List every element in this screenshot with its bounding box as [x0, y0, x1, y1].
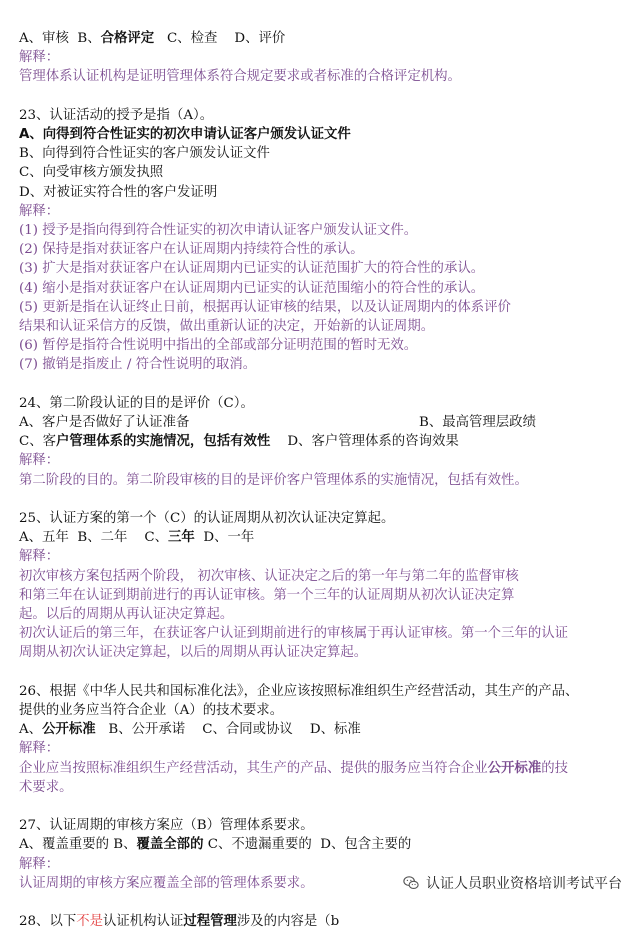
q23-explanation-line: 结果和认证采信方的反馈，做出重新认证的决定，开始新的认证周期。: [19, 319, 435, 335]
q25-explanation-line: 初次认证后的第三年，在获证客户认证到期前进行的审核属于再认证审核。第一个三年的认证: [19, 626, 569, 642]
q27-option-d: D、包含主要的: [320, 837, 412, 853]
q25-explanation-label: 解释：: [19, 549, 60, 565]
q28-stem: 28、以下不是认证机构认证过程管理涉及的内容是（b: [19, 914, 340, 930]
q24-options-row1: [19, 413, 631, 432]
q28-negation: 不是: [76, 914, 103, 930]
q23-option-c: C、向受审核方颁发执照: [19, 165, 164, 181]
q28-keyword: 过程管理: [183, 914, 237, 930]
q23-stem: 23、认证活动的授予是指（A）。: [19, 107, 214, 123]
q26-options: [19, 720, 631, 739]
q22-option-c: C、检查: [166, 31, 218, 46]
q25-options: [19, 528, 631, 547]
q26-option-a: A、公开标准: [19, 722, 96, 738]
q22-explanation: 管理体系认证机构是证明管理体系符合规定要求或者标准的合格评定机构。: [19, 69, 461, 85]
q22-explanation-label: 解释：: [19, 50, 60, 66]
q24-stem: 24、第二阶段认证的目的是评价（C）。: [19, 395, 254, 411]
q25-explanation-line: 初次审核方案包括两个阶段， 初次审核、认证决定之后的第一年与第二年的监督审核: [19, 568, 519, 584]
q25-explanation-line: 和第三年在认证到期前进行的再认证审核。第一个三年的认证周期从初次认证决定算: [19, 587, 515, 603]
q25-option-c: C、三年: [144, 530, 195, 546]
q27-option-b-answer: 覆盖全部的: [136, 837, 204, 853]
q27-options: [19, 835, 631, 854]
q26-explanation-highlight: 公开标准: [487, 760, 542, 776]
q23-explanation-line: (4) 缩小是指对获证客户在认证周期内已证实的认证范围缩小的符合性的承认。: [19, 280, 485, 296]
q26-explanation-cont: 术要求。: [19, 779, 73, 795]
q27-explanation-label: 解释：: [19, 856, 60, 872]
q22-option-a: A、审核: [19, 31, 69, 46]
watermark-text: 认证人员职业资格培训考试平台: [426, 876, 622, 892]
q23-explanation-line: (2) 保持是指对获证客户在认证周期内持续符合性的承认。: [19, 242, 364, 258]
q26-stem: 26、根据《中华人民共和国标准化法》，企业应该按照标准组织生产经营活动，其生产的产品、: [19, 683, 579, 699]
q22-option-d: D、评价: [234, 31, 286, 46]
q26-explanation: 企业应当按照标准组织生产经营活动，其生产的产品、提供的服务应当符合企业公开标准的技: [19, 760, 569, 776]
q23-explanation-line: (5) 更新是指在认证终止日前，根据再认证审核的结果，以及认证周期内的体系评价: [19, 299, 511, 315]
q25-option-b: B、二年: [77, 530, 128, 546]
document-body: [19, 29, 631, 931]
q26-explanation-label: 解释：: [19, 741, 60, 757]
q26-option-a-answer: 公开标准: [42, 722, 96, 738]
q27-option-a: A、覆盖重要的: [19, 837, 110, 853]
q23-option-a: A、向得到符合性证实的初次申请认证客户颁发认证文件: [19, 127, 351, 142]
q23-option-d: D、对被证实符合性的客户发证明: [19, 184, 218, 200]
q24-explanation-label: 解释：: [19, 453, 60, 469]
q27-stem: 27、认证周期的审核方案应（B）管理体系要求。: [19, 818, 314, 834]
q24-option-d: D、客户管理体系的咨询效果: [287, 434, 459, 450]
q25-option-d: D、一年: [203, 530, 255, 546]
q24-options-row2: [19, 432, 631, 451]
q27-explanation: 认证周期的审核方案应覆盖全部的管理体系要求。: [19, 875, 314, 891]
q27-option-c: C、不遗漏重要的: [207, 837, 312, 853]
q22-options: [19, 29, 631, 48]
q25-stem: 25、认证方案的第一个（C）的认证周期从初次认证决定算起。: [19, 511, 395, 527]
q24-option-c: C、客户管理体系的实施情况，包括有效性: [19, 434, 271, 450]
q23-option-b: B、向得到符合性证实的客户颁发认证文件: [19, 146, 270, 162]
q23-explanation-line: (3) 扩大是指对获证客户在认证周期内已证实的认证范围扩大的符合性的承认。: [19, 261, 485, 277]
q25-explanation-line: 周期从初次认证决定算起，以后的周期从再认证决定算起。: [19, 645, 368, 661]
wechat-icon: [402, 874, 420, 892]
q26-option-d: D、标准: [309, 722, 361, 738]
q27-option-b: B、覆盖全部的: [113, 837, 204, 853]
q25-explanation-line: 起。以后的周期从再认证决定算起。: [19, 607, 234, 623]
q22-option-b-answer: 合格评定: [100, 31, 155, 46]
q22-option-b: B、合格评定: [77, 31, 155, 46]
q24-option-a: A、客户是否做好了认证准备: [19, 415, 190, 431]
q23-explanation-label: 解释：: [19, 203, 60, 219]
q23-explanation-line: (6) 暂停是指符合性说明中指出的全部或部分证明范围的暂时无效。: [19, 338, 418, 354]
q24-option-c-answer: 户管理体系的实施情况，包括有效性: [56, 434, 271, 450]
q23-explanation-line: (1) 授予是指向得到符合性证实的初次申请认证客户颁发认证文件。: [19, 223, 418, 239]
q24-explanation: 第二阶段的目的。第二阶段审核的目的是评价客户管理体系的实施情况，包括有效性。: [19, 472, 528, 488]
q24-option-b: B、最高管理层政绩: [419, 415, 536, 431]
q25-option-a: A、五年: [19, 530, 69, 546]
q25-option-c-answer: 三年: [168, 530, 195, 546]
q23-explanation-line: (7) 撤销是指废止 / 符合性说明的取消。: [19, 357, 257, 373]
q26-option-b: B、公开承诺: [108, 722, 186, 738]
q26-stem-cont: 提供的业务应当符合企业（A）的技术要求。: [19, 703, 284, 719]
q26-option-c: C、合同或协议: [202, 722, 293, 738]
watermark: [398, 871, 626, 895]
